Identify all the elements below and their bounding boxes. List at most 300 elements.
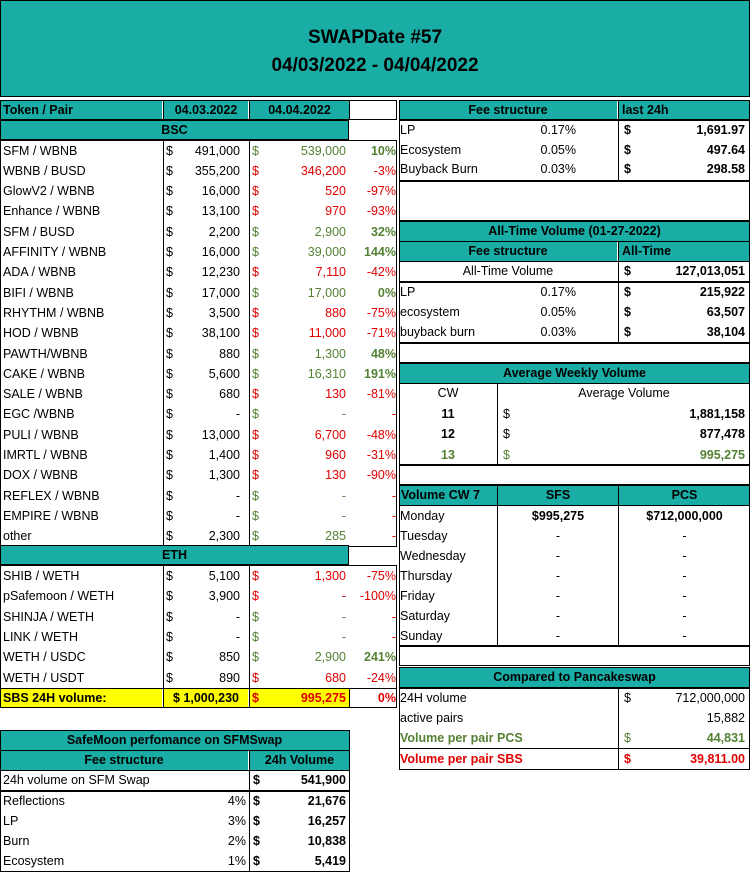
currency-symbol: $ — [624, 691, 631, 705]
cw7-col-pcs: PCS — [619, 485, 750, 505]
divider — [497, 383, 498, 465]
pair-name: Enhance / WBNB — [3, 204, 101, 219]
currency-symbol: $ — [166, 204, 173, 219]
change-percent: -81% — [366, 387, 396, 402]
divider — [618, 505, 619, 646]
col-header-date2: 04.04.2022 — [250, 100, 349, 120]
compare-title-frame — [399, 667, 750, 688]
alltime-volume-frame — [399, 261, 750, 282]
divider — [249, 791, 250, 872]
currency-symbol: $ — [252, 204, 259, 219]
change-percent: -97% — [366, 184, 396, 199]
volume-day2: - — [341, 407, 346, 422]
fee-name: Buyback Burn — [400, 162, 478, 176]
cw7-day: Monday — [400, 508, 445, 523]
cw7-day: Wednesday — [400, 548, 466, 563]
pair-name: SHINJA / WETH — [3, 609, 94, 624]
cw7-sfs: - — [555, 609, 561, 623]
change-percent: - — [391, 629, 396, 644]
pair-name: WETH / USDC — [3, 650, 86, 665]
alltime-fee-percent: 0.05% — [540, 305, 576, 319]
currency-symbol: $ — [166, 508, 173, 523]
volume-day2: 1,300 — [314, 346, 346, 361]
currency-symbol: $ — [166, 670, 173, 685]
currency-symbol: $ — [252, 326, 259, 341]
pair-name: CAKE / WBNB — [3, 366, 85, 381]
fee-header: Fee structure — [399, 100, 617, 120]
alltime-volume-label: All-Time Volume — [462, 264, 554, 278]
safemoon-volume-frame — [0, 770, 350, 791]
alltime-fee-amount: 215,922 — [699, 285, 745, 299]
currency-symbol: $ — [252, 346, 259, 361]
change-percent: 191% — [364, 366, 396, 381]
currency-symbol: $ — [166, 265, 173, 280]
currency-symbol: $ — [624, 264, 631, 278]
change-percent: -48% — [366, 427, 396, 442]
currency-symbol: $ — [166, 609, 173, 624]
title-banner — [0, 0, 750, 97]
currency-symbol: $ — [253, 834, 260, 848]
currency-symbol: $ — [624, 285, 631, 299]
weekly-rows-frame — [399, 383, 750, 465]
cw7-title: Volume CW 7 — [399, 485, 497, 505]
volume-day1: 890 — [219, 670, 240, 685]
bsc-rows-frame — [0, 140, 397, 547]
compare-title: Compared to Pancakeswap — [399, 667, 750, 687]
total-percent: 0% — [377, 691, 396, 705]
pair-name: SFM / WBNB — [3, 143, 78, 158]
safemoon-fee-percent: 1% — [227, 854, 246, 868]
currency-symbol: $ — [166, 305, 173, 320]
alltime-fee-header: Fee structure — [399, 241, 617, 261]
currency-symbol: $ — [166, 589, 173, 604]
cw7-rows-frame — [399, 505, 750, 646]
fee-spacer-frame — [399, 181, 750, 221]
change-percent: 241% — [364, 650, 396, 665]
currency-symbol: $ — [252, 245, 259, 259]
volume-day1: - — [235, 609, 240, 624]
eth-rows-frame — [0, 565, 397, 689]
currency-symbol: $ — [166, 448, 173, 462]
cw7-pcs: - — [682, 548, 687, 563]
fee-amount: 1,691.97 — [696, 123, 745, 137]
pair-name: other — [3, 529, 32, 544]
section-bsc-frame — [0, 120, 349, 140]
volume-day1: 680 — [219, 387, 240, 402]
pair-name: REFLEX / WBNB — [3, 488, 100, 503]
cw7-col-sfs: SFS — [498, 485, 618, 505]
currency-symbol: $ — [624, 305, 631, 319]
report-title: SWAPDate #57 — [307, 27, 443, 48]
pair-name: PAWTH/WBNB — [3, 346, 88, 361]
volume-day1: 1,400 — [208, 448, 240, 462]
pair-name: LINK / WETH — [3, 629, 79, 644]
volume-day1: 16,000 — [201, 245, 240, 259]
volume-day1: - — [235, 508, 240, 523]
pair-name: BIFI / WBNB — [3, 285, 74, 300]
safemoon-fee-amount: 5,419 — [314, 854, 346, 868]
pair-name: EMPIRE / WBNB — [3, 508, 99, 523]
alltime-fee-percent: 0.17% — [540, 285, 576, 299]
volume-day2: 285 — [325, 529, 346, 544]
currency-symbol: $ — [252, 529, 259, 544]
volume-day2: 130 — [325, 468, 346, 483]
safemoon-fee-percent: 2% — [227, 834, 246, 848]
volume-day1: - — [235, 629, 240, 644]
alltime-volume-value: 127,013,051 — [675, 264, 745, 278]
fee-amount: 298.58 — [706, 162, 745, 176]
pair-name: ADA / WBNB — [3, 265, 76, 280]
weekly-col-cw: CW — [437, 386, 459, 400]
currency-symbol: $ — [253, 773, 260, 787]
currency-symbol: $ — [166, 285, 173, 300]
volume-day1: 17,000 — [201, 285, 240, 300]
currency-symbol: $ — [166, 468, 173, 483]
volume-day2: 539,000 — [300, 143, 346, 158]
alltime-fee-amount: 63,507 — [706, 305, 745, 319]
cw7-pcs: $712,000,000 — [646, 508, 723, 523]
total-label: SBS 24H volume: — [0, 688, 162, 708]
weekly-title-frame — [399, 363, 750, 384]
compare-sbs-label: Volume per pair SBS — [400, 752, 523, 766]
currency-symbol: $ — [252, 629, 259, 644]
alltime-fee-amount: 38,104 — [706, 325, 745, 339]
compare-volume-value: 712,000,000 — [675, 691, 745, 705]
divider — [618, 485, 619, 506]
safemoon-col-vol: 24h Volume — [250, 750, 349, 770]
report-date-range: 04/03/2022 - 04/04/2022 — [271, 55, 479, 76]
currency-symbol: $ — [252, 448, 259, 462]
compare-pairs-label: active pairs — [400, 711, 464, 725]
alltime-fee-name: LP — [400, 285, 416, 299]
currency-symbol: $ — [252, 163, 259, 178]
currency-symbol: $ — [166, 387, 173, 402]
compare-rows-frame — [399, 688, 750, 770]
safemoon-fee-name: Ecosystem — [3, 854, 65, 868]
col-header-date1: 04.03.2022 — [164, 100, 248, 120]
volume-day1: 38,100 — [201, 326, 240, 341]
volume-day1: 12,230 — [201, 265, 240, 280]
volume-day2: 11,000 — [308, 326, 346, 341]
currency-symbol: $ — [166, 488, 173, 503]
pair-name: pSafemoon / WETH — [3, 589, 115, 604]
currency-symbol: $ — [252, 508, 259, 523]
pair-name: SFM / BUSD — [3, 224, 75, 239]
change-percent: -75% — [366, 569, 396, 583]
change-percent: -100% — [359, 589, 396, 604]
currency-symbol: $ — [166, 184, 173, 199]
weekly-cw: 11 — [441, 407, 455, 421]
safemoon-fee-amount: 21,676 — [307, 794, 346, 808]
volume-day2: 2,900 — [314, 224, 346, 239]
pair-name: GlowV2 / WBNB — [3, 184, 95, 199]
currency-symbol: $ — [503, 447, 510, 462]
safemoon-fee-amount: 16,257 — [307, 814, 346, 828]
safemoon-fee-name: Burn — [3, 834, 30, 848]
divider — [249, 565, 250, 690]
currency-symbol: $ — [252, 305, 259, 320]
change-percent: 10% — [370, 143, 396, 158]
volume-day2: 960 — [325, 448, 346, 462]
change-percent: - — [391, 508, 396, 523]
pair-name: EGC /WBNB — [3, 407, 75, 422]
safemoon-fee-name: Reflections — [3, 794, 65, 808]
currency-symbol: $ — [624, 731, 631, 745]
volume-day1: 850 — [219, 650, 240, 665]
cw7-pcs: - — [682, 588, 687, 603]
cw7-day: Thursday — [400, 568, 453, 583]
currency-symbol: $ — [166, 650, 173, 665]
divider — [349, 100, 350, 120]
volume-day1: 2,200 — [208, 224, 240, 239]
currency-symbol: $ — [503, 427, 510, 442]
volume-day1: 3,500 — [208, 305, 240, 320]
currency-symbol: $ — [166, 163, 173, 178]
change-percent: 48% — [370, 346, 396, 361]
currency-symbol: $ — [166, 366, 173, 381]
alltime-fee-percent: 0.03% — [540, 325, 576, 339]
fee-name: LP — [400, 123, 416, 137]
currency-symbol: $ — [503, 407, 510, 421]
volume-day2: 520 — [325, 184, 346, 199]
divider — [399, 748, 750, 749]
change-percent: 32% — [370, 224, 396, 239]
change-percent: - — [391, 407, 396, 422]
divider — [163, 565, 164, 690]
cw7-pcs: - — [682, 609, 687, 623]
volume-day2: - — [341, 488, 346, 503]
divider — [618, 241, 619, 261]
alltime-rows-frame — [399, 282, 750, 343]
pair-name: IMRTL / WBNB — [3, 448, 88, 462]
volume-day2: 970 — [325, 204, 346, 219]
fee-percent: 0.05% — [540, 142, 576, 157]
weekly-title: Average Weekly Volume — [399, 363, 750, 383]
volume-day2: 2,900 — [314, 650, 346, 665]
divider — [163, 140, 164, 546]
currency-symbol: $ — [252, 427, 259, 442]
cw7-sfs: $995,275 — [531, 508, 585, 523]
volume-day1: 5,100 — [208, 569, 240, 583]
safemoon-title: SafeMoon perfomance on SFMSwap — [0, 730, 349, 750]
currency-symbol: $ — [252, 488, 259, 503]
pair-name: AFFINITY / WBNB — [3, 245, 107, 259]
total-day2: 995,275 — [300, 691, 346, 705]
currency-symbol: $ — [166, 245, 173, 259]
volume-day1: - — [235, 407, 240, 422]
divider — [163, 100, 164, 120]
cw7-pcs: - — [682, 568, 687, 583]
cw7-sfs: - — [555, 528, 561, 543]
cw7-day: Sunday — [400, 629, 443, 644]
pair-name: DOX / WBNB — [3, 468, 79, 483]
currency-symbol: $ — [253, 794, 260, 808]
currency-symbol: $ — [252, 285, 259, 300]
volume-day2: 680 — [325, 670, 346, 685]
volume-day2: 880 — [325, 305, 346, 320]
currency-symbol: $ — [252, 387, 259, 402]
pair-name: PULI / WBNB — [3, 427, 79, 442]
cw7-sfs: - — [555, 629, 561, 644]
fee-percent: 0.03% — [540, 162, 576, 176]
safemoon-fee-percent: 3% — [227, 814, 246, 828]
volume-day2: 39,000 — [307, 245, 346, 259]
fee-name: Ecosystem — [400, 142, 462, 157]
volume-day2: 6,700 — [314, 427, 346, 442]
compare-sbs-value: 39,811.00 — [690, 752, 745, 766]
volume-day2: - — [341, 508, 346, 523]
divider — [618, 282, 619, 343]
currency-symbol: $ — [252, 609, 259, 624]
volume-day1: 880 — [219, 346, 240, 361]
divider — [618, 261, 619, 282]
pair-name: WETH / USDT — [3, 670, 85, 685]
safemoon-fee-name: LP — [3, 814, 19, 828]
section-bsc: BSC — [0, 120, 349, 140]
change-percent: - — [391, 609, 396, 624]
col-header-token: Token / Pair — [0, 100, 162, 120]
safemoon-rows-frame — [0, 791, 350, 872]
divider — [249, 140, 250, 546]
currency-symbol: $ — [166, 569, 173, 583]
cw7-header-frame — [399, 485, 750, 506]
section-eth: ETH — [0, 545, 349, 565]
currency-symbol: $ — [624, 123, 631, 137]
total-day1: $ 1,000,230 — [164, 688, 248, 708]
currency-symbol: $ — [252, 407, 259, 422]
pair-name: SALE / WBNB — [3, 387, 83, 402]
pair-name: RHYTHM / WBNB — [3, 305, 105, 320]
change-percent: -24% — [366, 670, 396, 685]
weekly-spacer-frame — [399, 465, 750, 485]
weekly-value: 877,478 — [699, 427, 745, 442]
volume-day2: 346,200 — [300, 163, 346, 178]
currency-symbol: $ — [624, 752, 631, 766]
header-row-frame — [0, 100, 397, 120]
alltime-header: All-Time — [619, 241, 750, 261]
pair-name: SHIB / WETH — [3, 569, 80, 583]
pair-name: HOD / WBNB — [3, 326, 79, 341]
safemoon-volume-value: 541,900 — [300, 773, 346, 787]
change-percent: -93% — [366, 204, 396, 219]
compare-pairs-value: 15,882 — [706, 711, 745, 725]
divider — [399, 241, 750, 242]
change-percent: -3% — [373, 163, 396, 178]
cw7-pcs: - — [682, 528, 687, 543]
currency-symbol: $ — [252, 589, 259, 604]
weekly-value: 1,881,158 — [689, 407, 745, 421]
compare-pcs-label: Volume per pair PCS — [400, 731, 523, 745]
currency-symbol: $ — [166, 529, 173, 544]
currency-symbol: $ — [166, 224, 173, 239]
total-row-frame — [0, 688, 397, 708]
safemoon-volume-label: 24h volume on SFM Swap — [3, 773, 150, 787]
fee-rows-frame — [399, 120, 750, 181]
currency-symbol: $ — [624, 142, 631, 157]
volume-day1: 1,300 — [208, 468, 240, 483]
divider — [618, 688, 619, 770]
fee-percent: 0.17% — [540, 123, 576, 137]
currency-symbol: $ — [252, 366, 259, 381]
divider — [249, 750, 250, 770]
currency-symbol: $ — [252, 143, 259, 158]
volume-day2: 1,300 — [314, 569, 346, 583]
divider — [618, 100, 619, 120]
change-percent: -71% — [366, 326, 396, 341]
change-percent: - — [391, 488, 396, 503]
currency-symbol: $ — [166, 427, 173, 442]
currency-symbol: $ — [252, 691, 259, 705]
alltime-spacer-frame — [399, 343, 750, 363]
weekly-col-avg: Average Volume — [578, 386, 670, 400]
volume-day2: - — [341, 589, 346, 604]
volume-day2: 16,310 — [307, 366, 346, 381]
safemoon-fee-percent: 4% — [227, 794, 246, 808]
divider — [249, 100, 250, 120]
change-percent: -31% — [366, 448, 396, 462]
currency-symbol: $ — [252, 184, 259, 199]
divider — [349, 688, 350, 708]
currency-symbol: $ — [624, 325, 631, 339]
volume-day1: 3,900 — [208, 589, 240, 604]
cw7-sfs: - — [555, 548, 561, 563]
volume-day1: 5,600 — [208, 366, 240, 381]
change-percent: -42% — [366, 265, 396, 280]
divider — [249, 688, 250, 708]
divider — [618, 120, 619, 181]
volume-day1: 2,300 — [208, 529, 240, 544]
volume-day1: 13,000 — [201, 427, 240, 442]
divider — [497, 485, 498, 506]
currency-symbol: $ — [252, 670, 259, 685]
section-eth-frame — [0, 545, 349, 565]
cw7-spacer-frame — [399, 646, 750, 666]
change-percent: -90% — [366, 468, 396, 483]
volume-day2: - — [341, 629, 346, 644]
pair-name: WBNB / BUSD — [3, 163, 86, 178]
currency-symbol: $ — [252, 224, 259, 239]
currency-symbol: $ — [166, 143, 173, 158]
cw7-pcs: - — [682, 629, 687, 644]
currency-symbol: $ — [166, 407, 173, 422]
volume-day1: 16,000 — [201, 184, 240, 199]
divider — [497, 505, 498, 646]
weekly-value: 995,275 — [699, 447, 745, 462]
change-percent: 144% — [364, 245, 396, 259]
alltime-title: All-Time Volume (01-27-2022) — [399, 221, 750, 241]
compare-pcs-value: 44,831 — [706, 731, 745, 745]
cw7-sfs: - — [555, 568, 561, 583]
cw7-day: Friday — [400, 588, 435, 603]
change-percent: 0% — [377, 285, 396, 300]
last24h-header: last 24h — [619, 100, 750, 120]
volume-day1: 13,100 — [201, 204, 240, 219]
volume-day2: 7,110 — [315, 265, 346, 280]
volume-day2: - — [341, 609, 346, 624]
change-percent: - — [391, 529, 396, 544]
safemoon-col-fee: Fee structure — [0, 750, 248, 770]
cw7-day: Saturday — [400, 609, 451, 623]
volume-day1: 491,000 — [194, 143, 240, 158]
volume-day2: 130 — [325, 387, 346, 402]
weekly-cw: 12 — [441, 427, 455, 442]
volume-day1: 355,200 — [194, 163, 240, 178]
currency-symbol: $ — [166, 629, 173, 644]
compare-volume-label: 24H volume — [400, 691, 467, 705]
currency-symbol: $ — [252, 265, 259, 280]
currency-symbol: $ — [166, 346, 173, 361]
divider — [249, 770, 250, 791]
